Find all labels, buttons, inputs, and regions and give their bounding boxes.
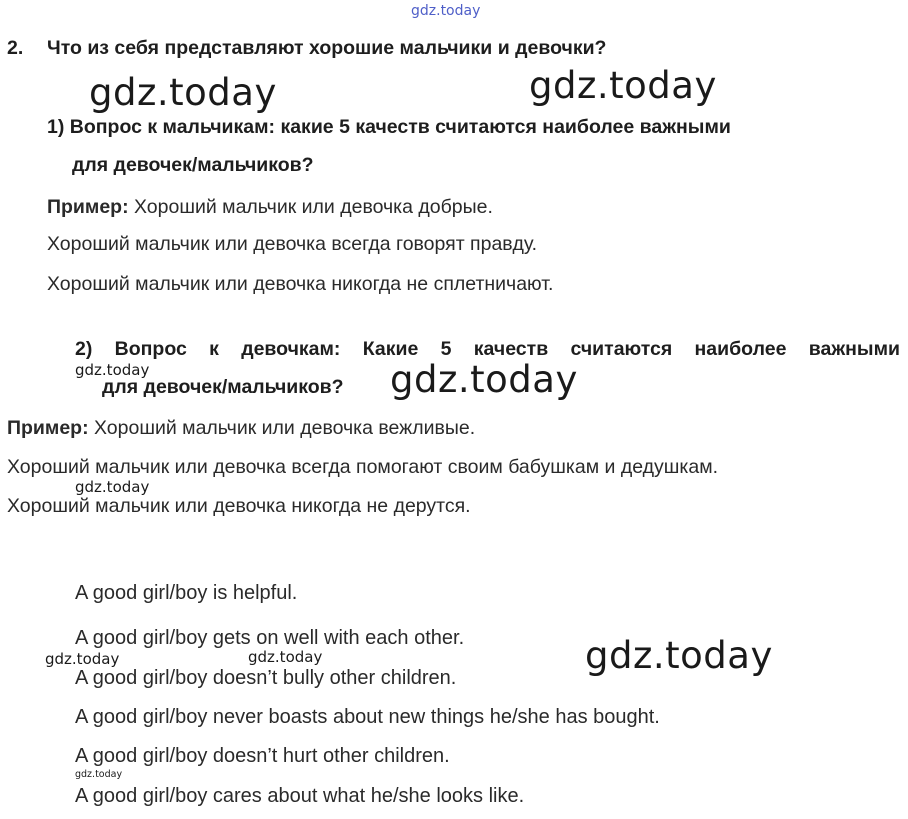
watermark-large: gdz.today bbox=[390, 358, 578, 401]
watermark-small: gdz.today bbox=[75, 361, 150, 379]
english-line: A good girl/boy is helpful. bbox=[75, 582, 298, 604]
part1-line2: Хороший мальчик или девочка всегда говорят правду. bbox=[47, 233, 538, 255]
example-label: Пример: bbox=[7, 417, 89, 439]
watermark-large: gdz.today bbox=[529, 64, 717, 107]
part2-example bbox=[7, 417, 475, 440]
watermark-top: gdz.today bbox=[411, 3, 481, 19]
part1-example bbox=[47, 196, 493, 219]
part1-line3: Хороший мальчик или девочка никогда не сплетничают. bbox=[47, 273, 554, 295]
watermark-small: gdz.today bbox=[45, 650, 120, 668]
watermark-large: gdz.today bbox=[585, 634, 773, 677]
part2-question-line1: 2) Вопрос к девочкам: Какие 5 качеств считаются наиболее важными bbox=[75, 338, 900, 360]
english-line: A good girl/boy never boasts about new things he/she has bought. bbox=[75, 706, 660, 728]
task-number: 2. bbox=[7, 37, 24, 59]
english-line: A good girl/boy gets on well with each other. bbox=[75, 627, 465, 649]
part2-line2: Хороший мальчик или девочка всегда помогают своим бабушкам и дедушкам. bbox=[7, 456, 719, 478]
part1-question-line2: для девочек/мальчиков? bbox=[72, 154, 314, 176]
part2-question-line2: для девочек/мальчиков? bbox=[102, 376, 344, 398]
watermark-large: gdz.today bbox=[89, 71, 277, 114]
english-line: A good girl/boy doesn’t bully other children. bbox=[75, 667, 457, 689]
example-text: Хороший мальчик или девочка добрые. bbox=[128, 196, 493, 218]
example-text: Хороший мальчик или девочка вежливые. bbox=[88, 417, 476, 439]
watermark-small: gdz.today bbox=[75, 478, 150, 496]
part1-question-line1: 1) Вопрос к мальчикам: какие 5 качеств считаются наиболее важными bbox=[47, 116, 731, 138]
task-title: Что из себя представляют хорошие мальчики и девочки? bbox=[47, 37, 607, 59]
english-line: A good girl/boy cares about what he/she looks like. bbox=[75, 785, 525, 807]
part2-line3: Хороший мальчик или девочка никогда не дерутся. bbox=[7, 495, 471, 517]
english-line: A good girl/boy doesn’t hurt other children. bbox=[75, 745, 450, 767]
watermark-small: gdz.today bbox=[248, 648, 323, 666]
example-label: Пример: bbox=[47, 196, 129, 218]
watermark-tiny: gdz.today bbox=[75, 769, 123, 780]
